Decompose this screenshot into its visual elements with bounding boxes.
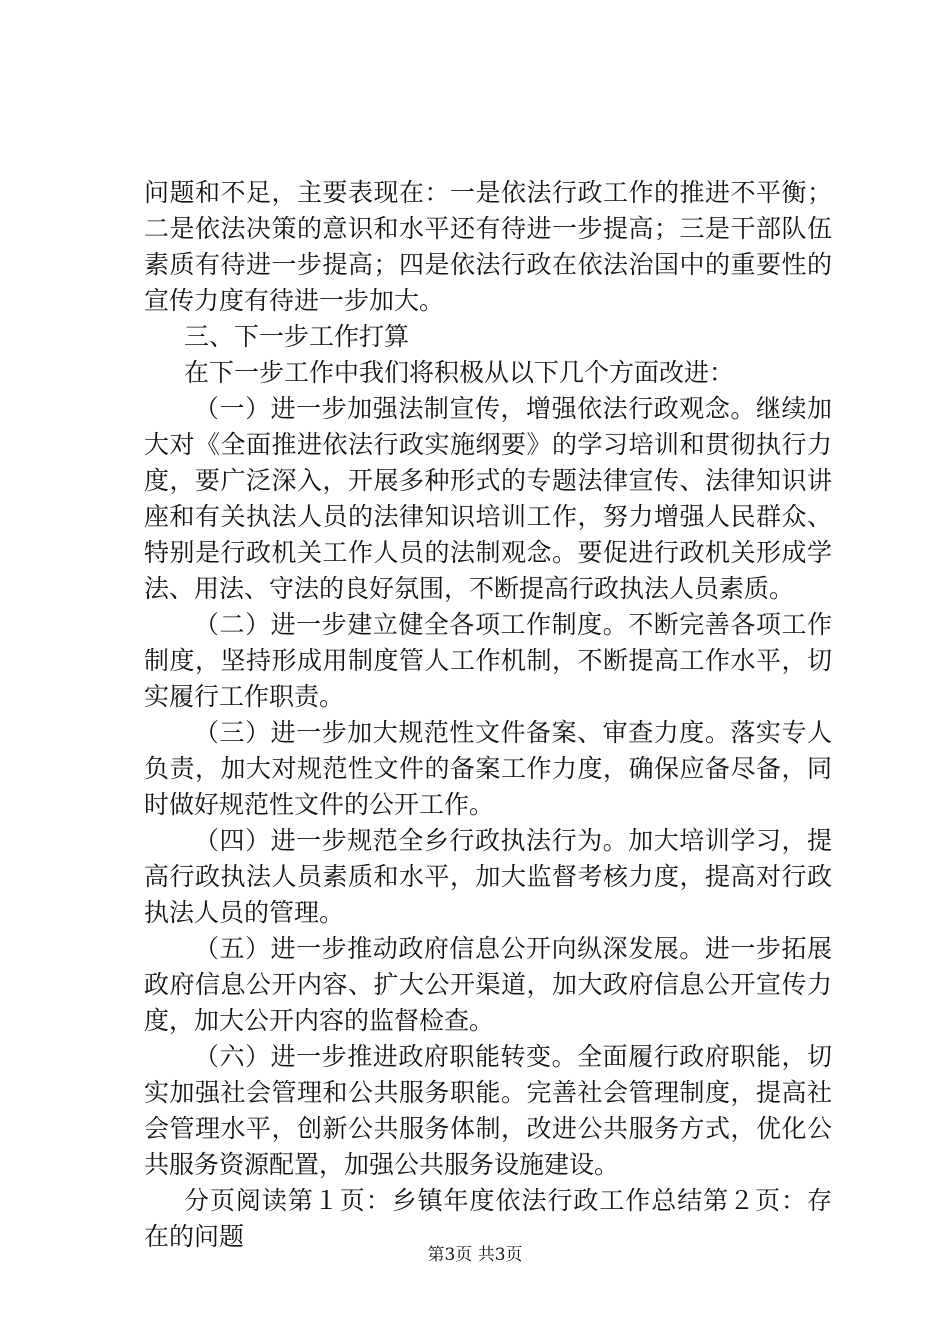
paragraph-line: 座和有关执法人员的法律知识培训工作，努力增强人民群众、 [144, 502, 832, 531]
paragraph-line: （三）进一步加大规范性文件备案、审查力度。落实专人 [194, 718, 832, 747]
paragraph-line: （六）进一步推进政府职能转变。全面履行政府职能，切 [194, 1042, 832, 1071]
pagination-line: 在的问题 [144, 1222, 245, 1251]
paragraph-line: （二）进一步建立健全各项工作制度。不断完善各项工作 [194, 610, 832, 639]
paragraph-line: 度，要广泛深入，开展多种形式的专题法律宣传、法律知识讲 [144, 466, 832, 495]
paragraph-line: 高行政执法人员素质和水平，加大监督考核力度，提高对行政 [144, 862, 832, 891]
paragraph-line: 执法人员的管理。 [144, 898, 345, 927]
paragraph-line: 度，加大公开内容的监督检查。 [144, 1006, 495, 1035]
paragraph-line: 政府信息公开内容、扩大公开渠道，加大政府信息公开宣传力 [144, 970, 832, 999]
paragraph-line: 负责，加大对规范性文件的备案工作力度，确保应备尽备，同 [144, 754, 832, 783]
paragraph-line: 实加强社会管理和公共服务职能。完善社会管理制度，提高社 [144, 1078, 832, 1107]
paragraph-line: 共服务资源配置，加强公共服务设施建设。 [144, 1150, 620, 1179]
paragraph-line: 素质有待进一步提高；四是依法行政在依法治国中的重要性的 [144, 250, 832, 279]
paragraph-line: 时做好规范性文件的公开工作。 [144, 790, 495, 819]
paragraph-line: 二是依法决策的意识和水平还有待进一步提高；三是干部队伍 [144, 214, 832, 243]
paragraph-line: 大对《全面推进依法行政实施纲要》的学习培训和贯彻执行力 [144, 430, 832, 459]
paragraph-line: 宣传力度有待进一步加大。 [144, 286, 445, 315]
section-heading: 三、下一步工作打算 [184, 322, 410, 351]
paragraph-line: 制度，坚持形成用制度管人工作机制，不断提高工作水平，切 [144, 646, 832, 675]
pagination-line: 分页阅读第１页：乡镇年度依法行政工作总结第２页：存 [184, 1186, 832, 1215]
paragraph-line: 在下一步工作中我们将积极从以下几个方面改进： [184, 358, 735, 387]
paragraph-line: 实履行工作职责。 [144, 682, 345, 711]
paragraph-line: （一）进一步加强法制宣传，增强依法行政观念。继续加 [194, 394, 832, 423]
paragraph-line: 法、用法、守法的良好氛围，不断提高行政执法人员素质。 [144, 574, 795, 603]
paragraph-line: 问题和不足，主要表现在：一是依法行政工作的推进不平衡； [144, 178, 832, 207]
page-footer: 第3页 共3页 [427, 1245, 523, 1265]
paragraph-line: 特别是行政机关工作人员的法制观念。要促进行政机关形成学 [144, 538, 832, 567]
paragraph-line: 会管理水平，创新公共服务体制，改进公共服务方式，优化公 [144, 1114, 832, 1143]
paragraph-line: （四）进一步规范全乡行政执法行为。加大培训学习，提 [194, 826, 832, 855]
paragraph-line: （五）进一步推动政府信息公开向纵深发展。进一步拓展 [194, 934, 832, 963]
